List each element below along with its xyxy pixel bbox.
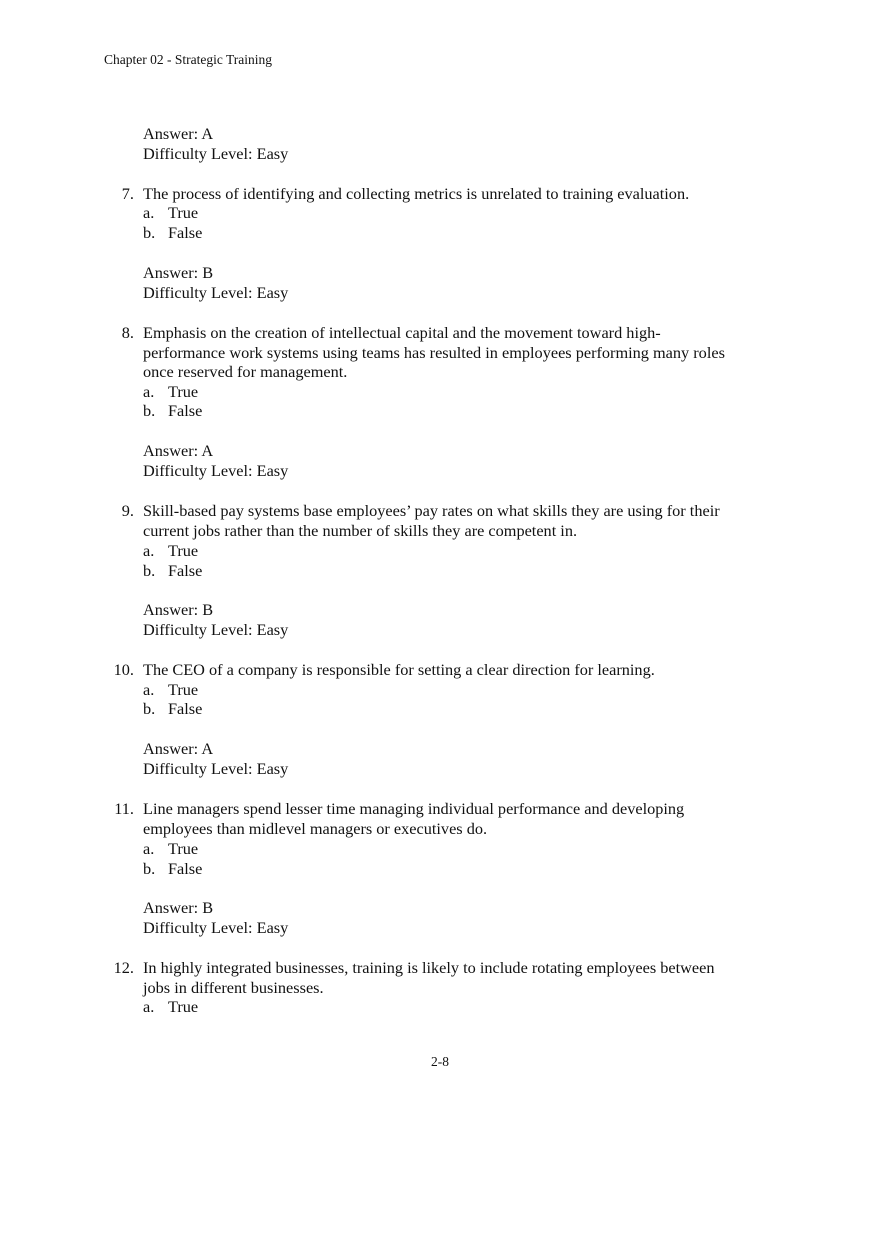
option-text: True [168, 680, 199, 699]
answer-line: Answer: A [143, 739, 214, 758]
difficulty-line: Difficulty Level: Easy [143, 759, 289, 778]
question-stem-line: The process of identifying and collecting metrics is unrelated to training evaluation. [143, 184, 690, 203]
question-stem-line: jobs in different businesses. [143, 978, 324, 997]
answer-line: Answer: B [143, 898, 214, 917]
option-label: a. [143, 997, 155, 1016]
option-text: False [168, 699, 203, 718]
lead-difficulty: Difficulty Level: Easy [143, 144, 289, 163]
question-number: 10. [113, 660, 134, 679]
option-label: a. [143, 839, 155, 858]
running-header: Chapter 02 - Strategic Training [104, 52, 272, 67]
option-text: True [168, 203, 199, 222]
option-label: b. [143, 699, 156, 718]
difficulty-line: Difficulty Level: Easy [143, 918, 289, 937]
difficulty-line: Difficulty Level: Easy [143, 283, 289, 302]
option-label: a. [143, 203, 155, 222]
question-stem-line: Emphasis on the creation of intellectual capital and the movement toward high- [143, 323, 661, 342]
answer-line: Answer: B [143, 263, 214, 282]
option-label: b. [143, 859, 156, 878]
option-text: True [168, 382, 199, 401]
question-number: 12. [113, 958, 134, 977]
option-text: False [168, 401, 203, 420]
question-number: 7. [121, 184, 134, 203]
option-text: True [168, 839, 199, 858]
option-text: False [168, 561, 203, 580]
question-stem-line: The CEO of a company is responsible for setting a clear direction for learning. [143, 660, 655, 679]
question-stem-line: performance work systems using teams has resulted in employees performing many roles [143, 343, 725, 362]
answer-line: Answer: B [143, 600, 214, 619]
question-stem-line: In highly integrated businesses, training is likely to include rotating employees between [143, 958, 715, 977]
difficulty-line: Difficulty Level: Easy [143, 620, 289, 639]
option-text: False [168, 223, 203, 242]
lead-answer: Answer: A [143, 124, 214, 143]
page-number: 2-8 [431, 1054, 449, 1069]
option-label: a. [143, 541, 155, 560]
difficulty-line: Difficulty Level: Easy [143, 461, 289, 480]
option-text: False [168, 859, 203, 878]
question-number: 11. [114, 799, 134, 818]
question-stem-line: Skill-based pay systems base employees’ pay rates on what skills they are using for their [143, 501, 720, 520]
option-label: a. [143, 680, 155, 699]
question-number: 9. [121, 501, 134, 520]
question-stem-line: Line managers spend lesser time managing individual performance and developing [143, 799, 685, 818]
question-stem-line: once reserved for management. [143, 362, 348, 381]
option-text: True [168, 997, 199, 1016]
question-stem-line: current jobs rather than the number of skills they are competent in. [143, 521, 578, 540]
question-number: 8. [121, 323, 134, 342]
option-text: True [168, 541, 199, 560]
option-label: b. [143, 223, 156, 242]
answer-line: Answer: A [143, 441, 214, 460]
option-label: b. [143, 561, 156, 580]
question-stem-line: employees than midlevel managers or executives do. [143, 819, 488, 838]
option-label: b. [143, 401, 156, 420]
option-label: a. [143, 382, 155, 401]
